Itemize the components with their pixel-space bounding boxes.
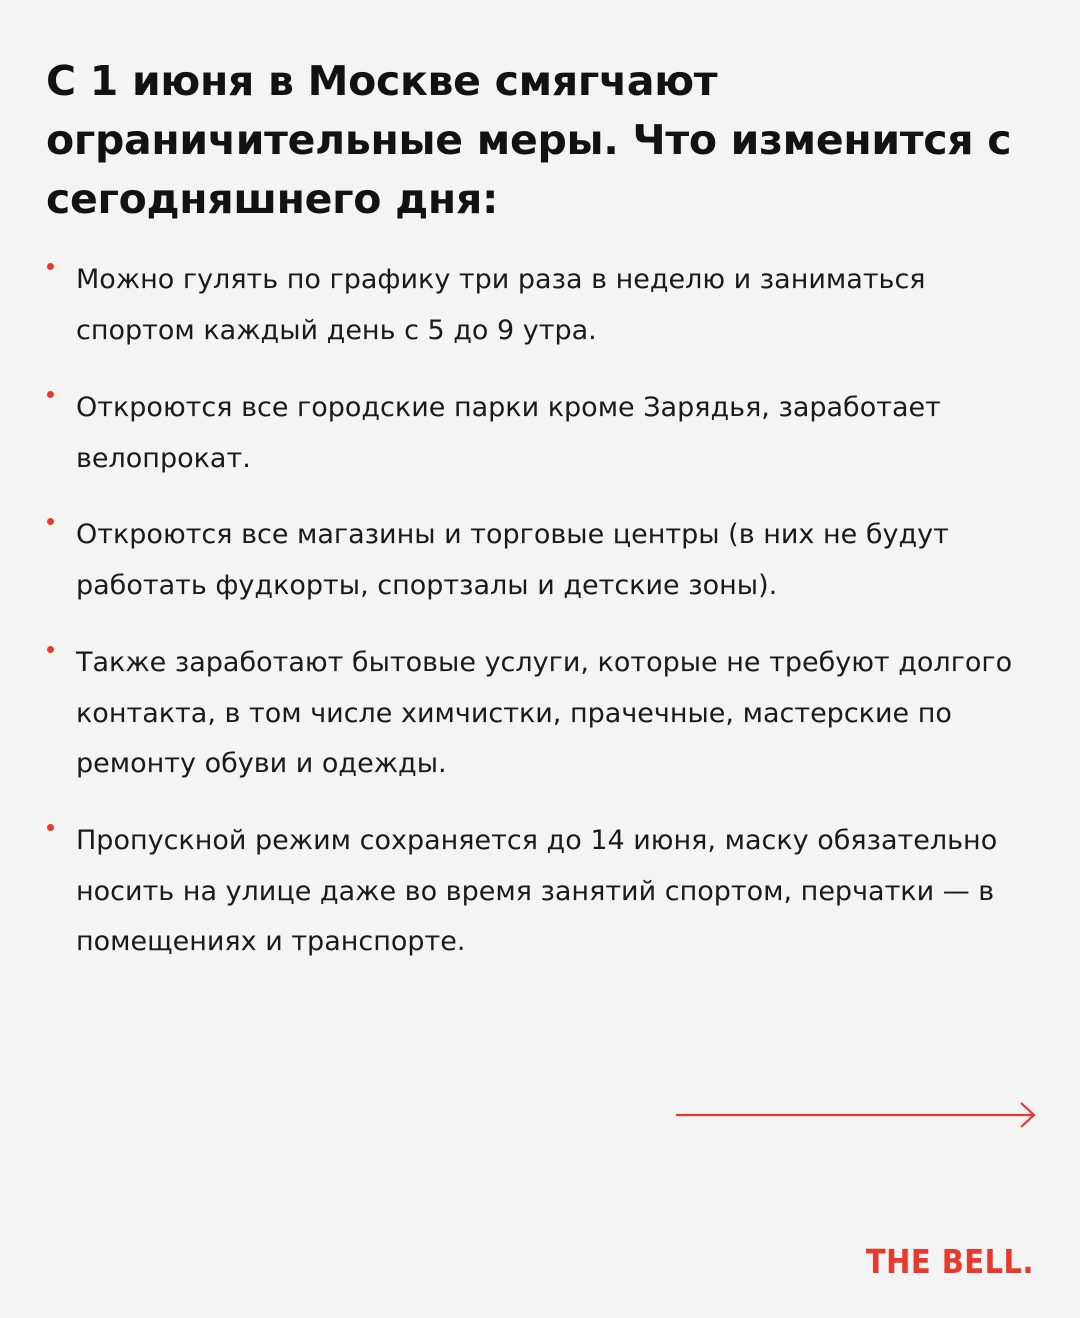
page-title: С 1 июня в Москве смягчают ограничительные меры. Что изменится с сегодняшнего дня:	[46, 57, 1012, 223]
list-item-text: Можно гулять по графику три раза в неделю и заниматься спортом каждый день с 5 до 9 утра.	[76, 264, 926, 346]
list-item	[76, 383, 1051, 484]
red-dot-icon	[47, 646, 54, 653]
red-dot-icon	[47, 263, 54, 270]
list-item-text: Откроются все городские парки кроме Зарядья, заработает велопрокат.	[76, 392, 941, 474]
list-item	[76, 816, 1051, 968]
red-dot-icon	[47, 518, 54, 525]
list-item	[76, 638, 1051, 790]
arrow-right-icon[interactable]	[676, 1100, 1038, 1130]
red-dot-icon	[47, 391, 54, 398]
the-bell-logo: THE BELL.	[865, 1242, 1034, 1281]
list-item	[76, 255, 1051, 356]
list-item-text: Пропускной режим сохраняется до 14 июня, маску обязательно носить на улице даже во время занятий спортом, перчатки — в помещениях и транспорте.	[76, 825, 998, 957]
red-dot-icon	[47, 824, 54, 831]
list-item	[76, 510, 1051, 611]
list-item-text: Откроются все магазины и торговые центры (в них не будут работать фудкорты, спортзалы и детские зоны).	[76, 519, 949, 601]
list-item-text: Также заработают бытовые услуги, которые не требуют долгого контакта, в том числе химчистки, прачечные, мастерские по ремонту обуви и одежды.	[76, 647, 1013, 779]
